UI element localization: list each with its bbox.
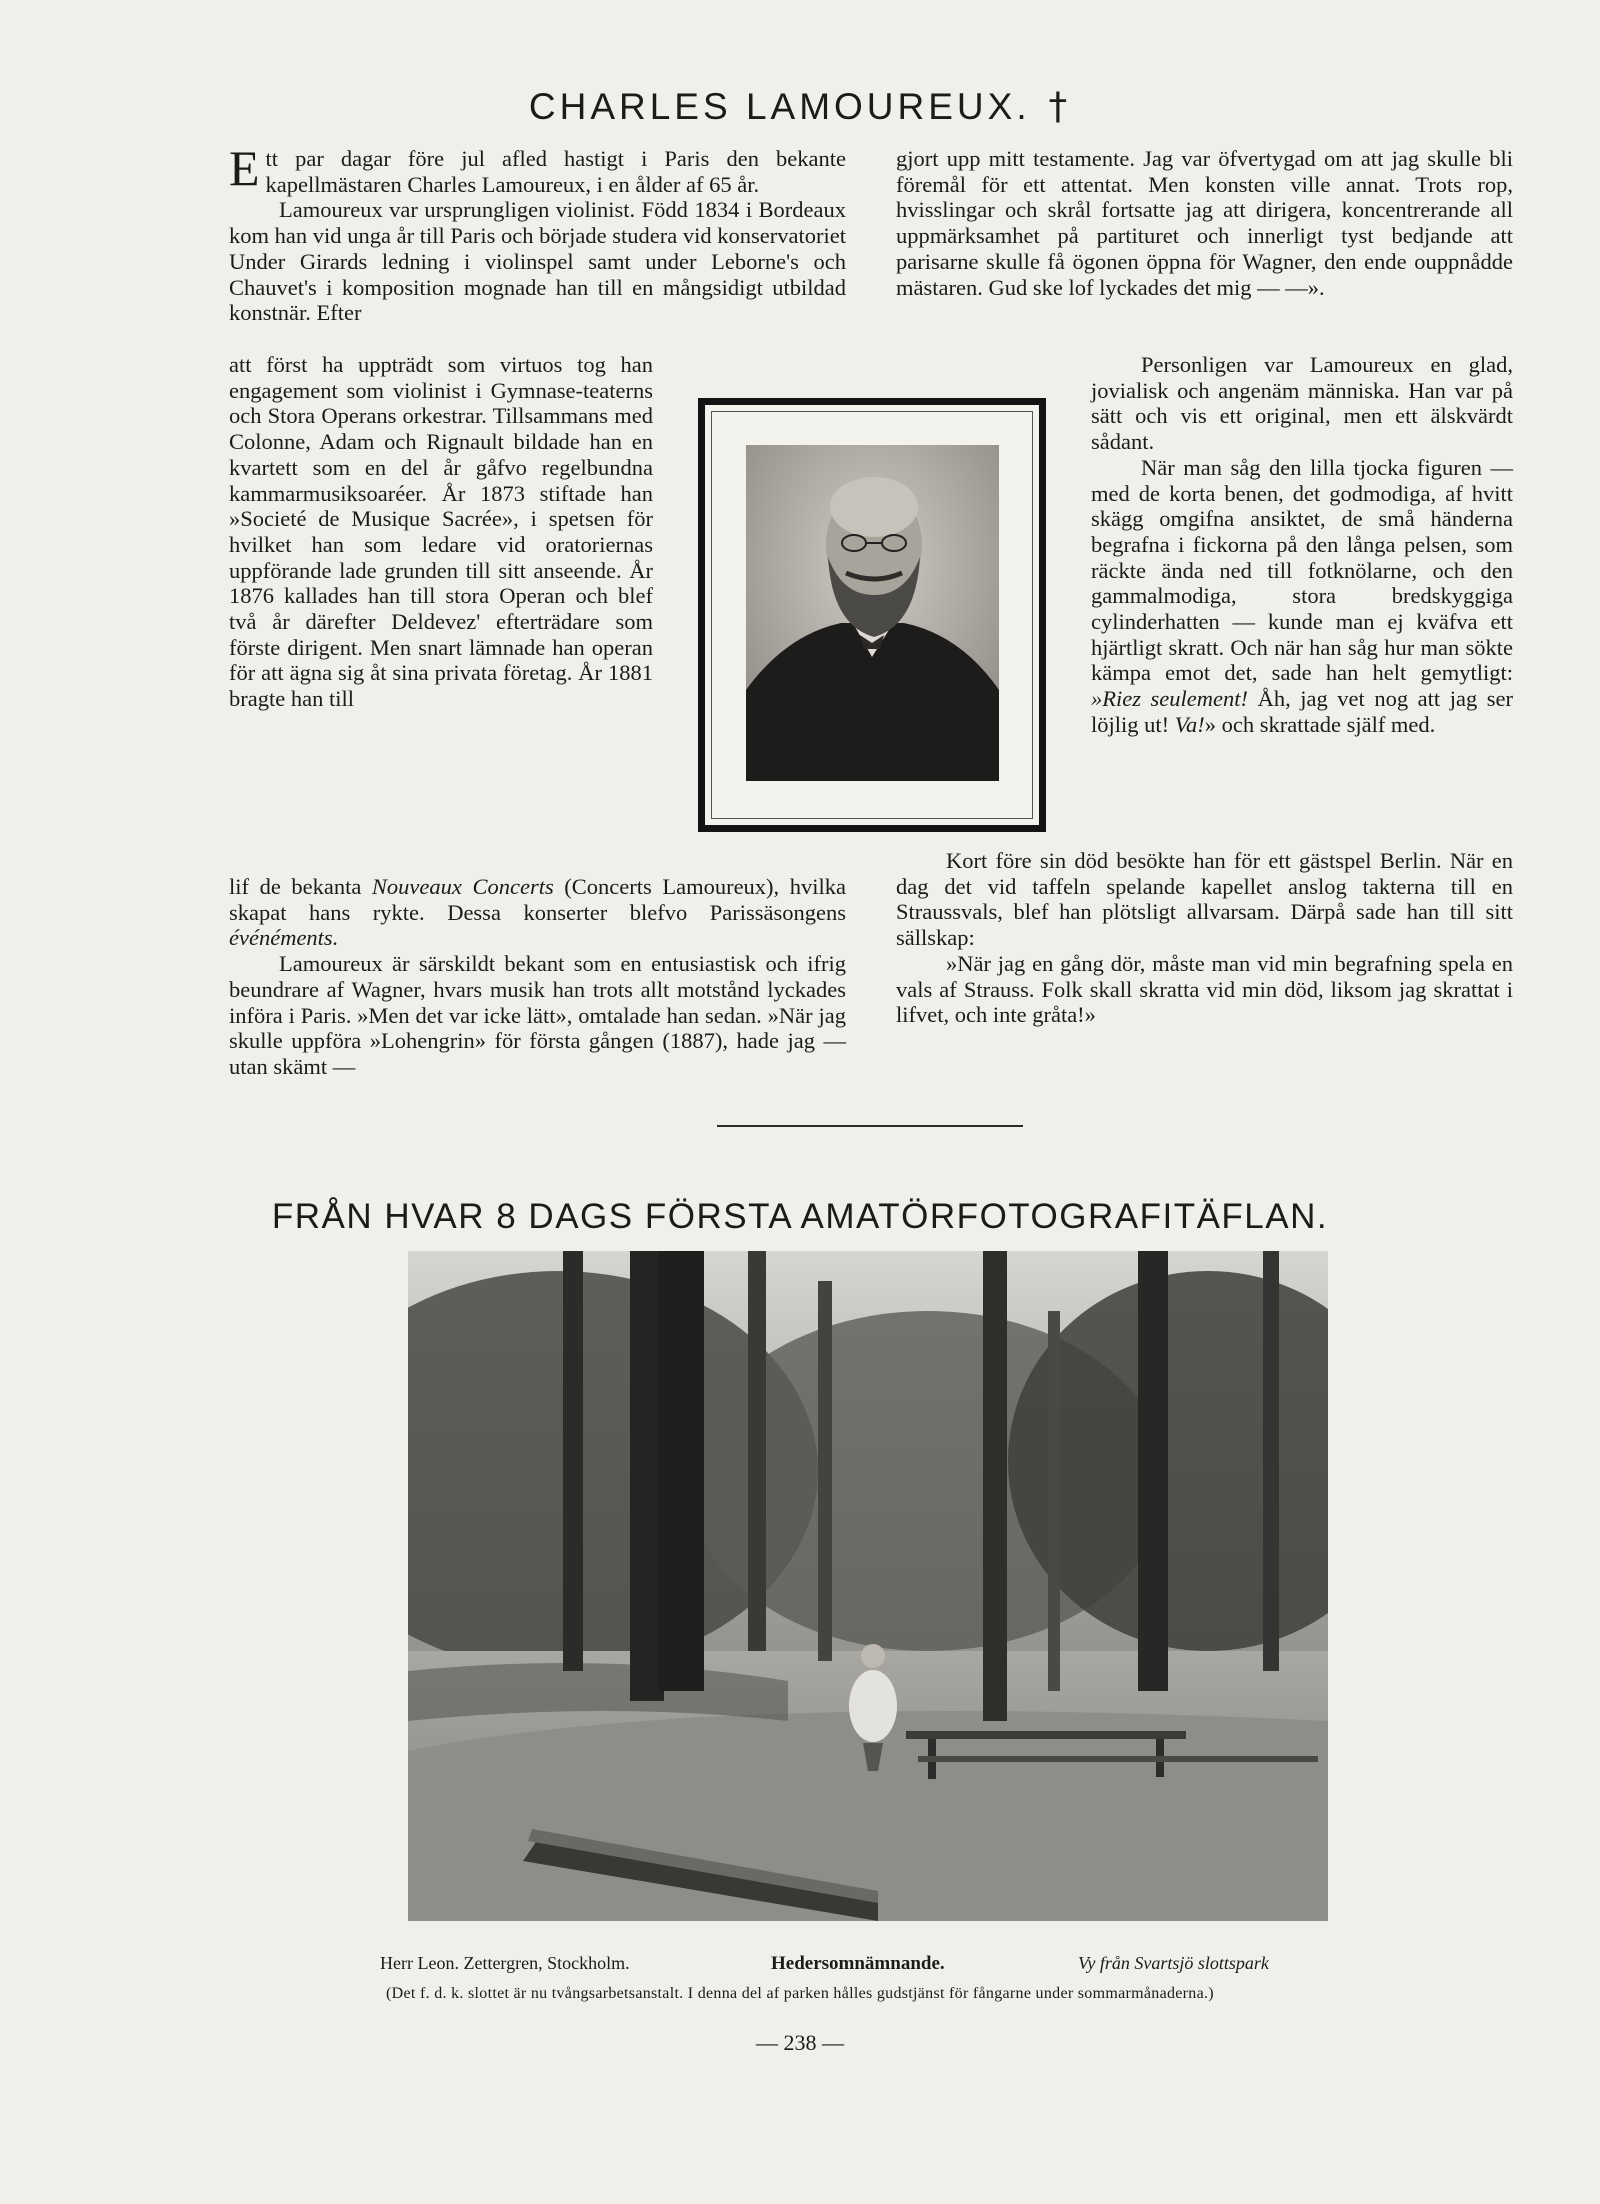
right-column-narrow xyxy=(1091,352,1513,738)
article-title-text: CHARLES LAMOUREUX. xyxy=(528,85,1031,127)
photo-location: Vy från Svartsjö slottspark xyxy=(1078,1953,1269,1973)
personality-paragraph: Personligen var Lamoureux en glad, jovialisk och angenäm människa. Han var på sätt och vis ett original, men ett älskvärdt sådant. xyxy=(1091,352,1513,455)
article-title xyxy=(0,85,1600,128)
appearance-text-3: » och skrattade själf med. xyxy=(1204,711,1436,737)
dagger-mark: † xyxy=(1048,84,1072,128)
left-column-narrow xyxy=(229,352,653,712)
concerts-title-italic: Nouveaux Concerts xyxy=(371,874,554,899)
left-column-bottom xyxy=(229,874,846,1080)
concerts-text-2: (Concerts Lamoureux), hvilka skapat hans rykte. Dessa konserter blefvo Parissäsongens xyxy=(229,874,846,925)
appearance-text-2: Åh, jag vet nog att jag ser löjlig ut! xyxy=(1091,686,1514,737)
right-column-bottom xyxy=(896,848,1513,1028)
evenements-italic: événéments. xyxy=(229,925,339,951)
section-divider xyxy=(717,1125,1023,1127)
right-column-top xyxy=(896,146,1513,300)
park-photograph xyxy=(408,1251,1328,1921)
berlin-paragraph: Kort före sin död besökte han för ett gästspel Berlin. När en dag det vid taffeln spelande kapellet anslog takterna till en Straussvals, blef han plötsligt allvarsam. Därpå sade han till sitt sällskap: xyxy=(896,848,1513,951)
appearance-paragraph xyxy=(1091,455,1513,738)
caption-note: (Det f. d. k. slottet är nu tvångsarbetsanstalt. I denna del af parken hålles gudstjänst för fångarne under sommarmånaderna.) xyxy=(386,1985,1214,2002)
photographer-credit: Herr Leon. Zettergren, Stockholm. xyxy=(380,1953,630,1973)
intro-text: tt par dagar före jul afled hastigt i Paris den bekante kapellmästaren Charles Lamoureux, i en ålder af 65 år. xyxy=(265,146,846,197)
career-paragraph: att först ha uppträdt som virtuos tog han engagement som violinist i Gymnase-teaterns och Stora Operans orkestrar. Tillsammans med Colonne, Adam och Rignault bildade han en kvartett som en del år gåfvo regelbundna kammarmusiksoaréer. År 1873 stiftade han »Societé de Musique Sacrée», i spetsen för hvilket han som ledare vid oratoriernas uppförande lade grunden till sitt anseende. År 1876 kallades han till stora Operan och blef två år därefter Deldevez' efterträdare som förste dirigent. Men snart lämnade han operan för att ägna sig åt sina privata företag. År 1881 bragte han till xyxy=(229,352,653,712)
va-italic: Va! xyxy=(1174,711,1205,737)
page-number: — 238 — xyxy=(756,2030,844,2055)
wagner-paragraph: Lamoureux är särskildt bekant som en entusiastisk och ifrig beundrare af Wagner, hvars musik han trots allt motstånd lyckades införa i Paris. »Men det var icke lätt», omtalade han sedan. »När jag skulle uppföra »Lohengrin» för första gången (1887), hade jag — utan skämt — xyxy=(229,951,846,1079)
intro-paragraph xyxy=(229,140,846,197)
riez-italic: »Riez seulement! xyxy=(1091,686,1249,712)
award-label: Hedersomnämnande. xyxy=(771,1953,945,1974)
drop-cap: E xyxy=(229,140,260,196)
testament-paragraph: gjort upp mitt testamente. Jag var öfvertygad om att jag skulle bli föremål för ett attentat. Men konsten ville annat. Trots rop, hvisslingar och skrål fortsatte jag att dirigera, koncentrerande all uppmärksamhet på partituret och innerligt tyst bedjande att parisarne skulle få ögonen öppna för Wagner, den ende ouppnådde mästaren. Gud ske lof lyckades det mig — —». xyxy=(896,146,1513,300)
concerts-text-1: lif de bekanta xyxy=(229,874,372,899)
appearance-text-1: När man såg den lilla tjocka figuren — med de korta benen, det godmodiga, af hvitt skägg omgifna ansiktet, de små händerna begrafna i fickorna på den långa pelsen, som räckte ända ned till fotknölarne, och den gammalmodiga, stora bredskyggiga cylinderhatten — kunde man ej kväfva ett hjärtligt skratt. Och när han såg hur man sökte kämpa emot det, sade han helt gemytligt: xyxy=(1091,454,1513,686)
last-words-paragraph: »När jag en gång dör, måste man vid min begrafning spela en vals af Strauss. Folk skall skratta vid min död, liksom jag skrattat i lifvet, och inte gråta!» xyxy=(896,950,1513,1028)
section-title: FRÅN HVAR 8 DAGS FÖRSTA AMATÖRFOTOGRAFITÄFLAN. xyxy=(271,1197,1329,1237)
concerts-paragraph xyxy=(229,874,846,951)
portrait-frame xyxy=(698,398,1046,832)
lamoureux-portrait xyxy=(746,445,999,781)
biography-paragraph: Lamoureux var ursprungligen violinist. Född 1834 i Bordeaux kom han vid unga år till Paris och började studera vid konservatoriet Under Girards ledning i violinspel samt under Leborne's och Chauvet's i komposition mognade han till en mångsidigt utbildad konstnär. Efter xyxy=(229,197,846,326)
left-column-top xyxy=(229,140,846,326)
